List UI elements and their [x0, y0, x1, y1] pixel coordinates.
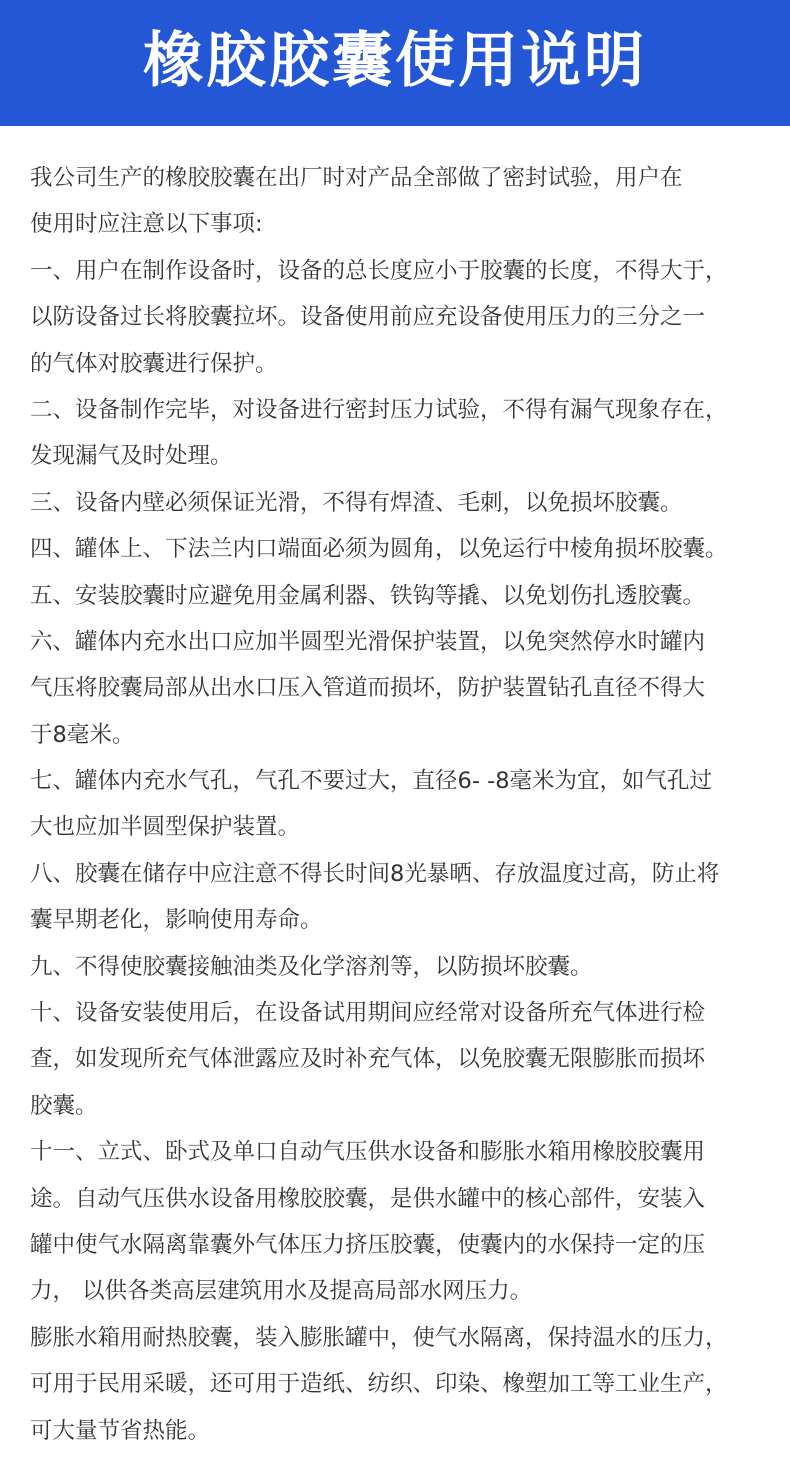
- page-title: 橡胶胶囊使用说明: [143, 26, 647, 96]
- text-line: 使用时应注意以下事项:: [30, 211, 263, 238]
- instruction-text: [30, 155, 766, 1454]
- text-line: 六、罐体内充水出口应加半圆型光滑保护装置，以免突然停水时罐内: [30, 628, 706, 655]
- text-line: 膨胀水箱用耐热胶囊，装入膨胀罐中，使气水隔离，保持温水的压力，: [30, 1324, 728, 1351]
- text-line: 以防设备过长将胶囊拉坏。设备使用前应充设备使用压力的三分之一: [30, 304, 706, 331]
- title-banner: [0, 0, 790, 126]
- text-line: 十、设备安装使用后，在设备试用期间应经常对设备所充气体进行检: [30, 1000, 706, 1027]
- text-line: 七、罐体内充水气孔，气孔不要过大，直径6- -8毫米为宜，如气孔过: [30, 768, 713, 795]
- text-line: 五、安装胶囊时应避免用金属利器、铁钩等撬、以免划伤扎透胶囊。: [30, 582, 706, 609]
- text-line: 九、不得使胶囊接触油类及化学溶剂等，以防损坏胶囊。: [30, 953, 593, 980]
- text-line: 一、用户在制作设备时，设备的总长度应小于胶囊的长度，不得大于，: [30, 257, 728, 284]
- text-line: 的气体对胶囊进行保护。: [30, 350, 278, 377]
- text-line: 大也应加半圆型保护装置。: [30, 814, 301, 841]
- text-line: 发现漏气及时处理。: [30, 443, 233, 470]
- text-line: 三、设备内壁必须保证光滑，不得有焊渣、毛刺，以免损坏胶囊。: [30, 489, 683, 516]
- text-line: 气压将胶囊局部从出水口压入管道而损坏，防护装置钻孔直径不得大: [30, 675, 706, 702]
- text-line: 二、设备制作完毕，对设备进行密封压力试验，不得有漏气现象存在，: [30, 396, 728, 423]
- text-line: 囊早期老化，影响使用寿命。: [30, 907, 323, 934]
- text-line: 四、罐体上、下法兰内口端面必须为圆角，以免运行中棱角损坏胶囊。: [30, 536, 728, 563]
- text-line: 罐中使气水隔离靠囊外气体压力挤压胶囊，使囊内的水保持一定的压: [30, 1231, 706, 1258]
- text-line: 查，如发现所充气体泄露应及时补充气体，以免胶囊无限膨胀而损坏: [30, 1046, 706, 1073]
- text-line: 可大量节省热能。: [30, 1417, 211, 1444]
- text-line: 八、胶囊在储存中应注意不得长时间8光暴晒、存放温度过高，防止将: [30, 860, 720, 887]
- text-line: 力， 以供各类高层建筑用水及提高局部水网压力。: [30, 1278, 533, 1305]
- text-line: 于8毫米。: [30, 721, 135, 748]
- text-line: 十一、立式、卧式及单口自动气压供水设备和膨胀水箱用橡胶胶囊用: [30, 1139, 706, 1166]
- text-line: 我公司生产的橡胶胶囊在出厂时对产品全部做了密封试验，用户在: [30, 165, 683, 191]
- text-line: 胶囊。: [30, 1092, 98, 1119]
- text-line: 途。自动气压供水设备用橡胶胶囊，是供水罐中的核心部件，安装入: [30, 1185, 706, 1212]
- text-line: 可用于民用采暖，还可用于造纸、纺织、印染、橡塑加工等工业生产，: [30, 1371, 728, 1398]
